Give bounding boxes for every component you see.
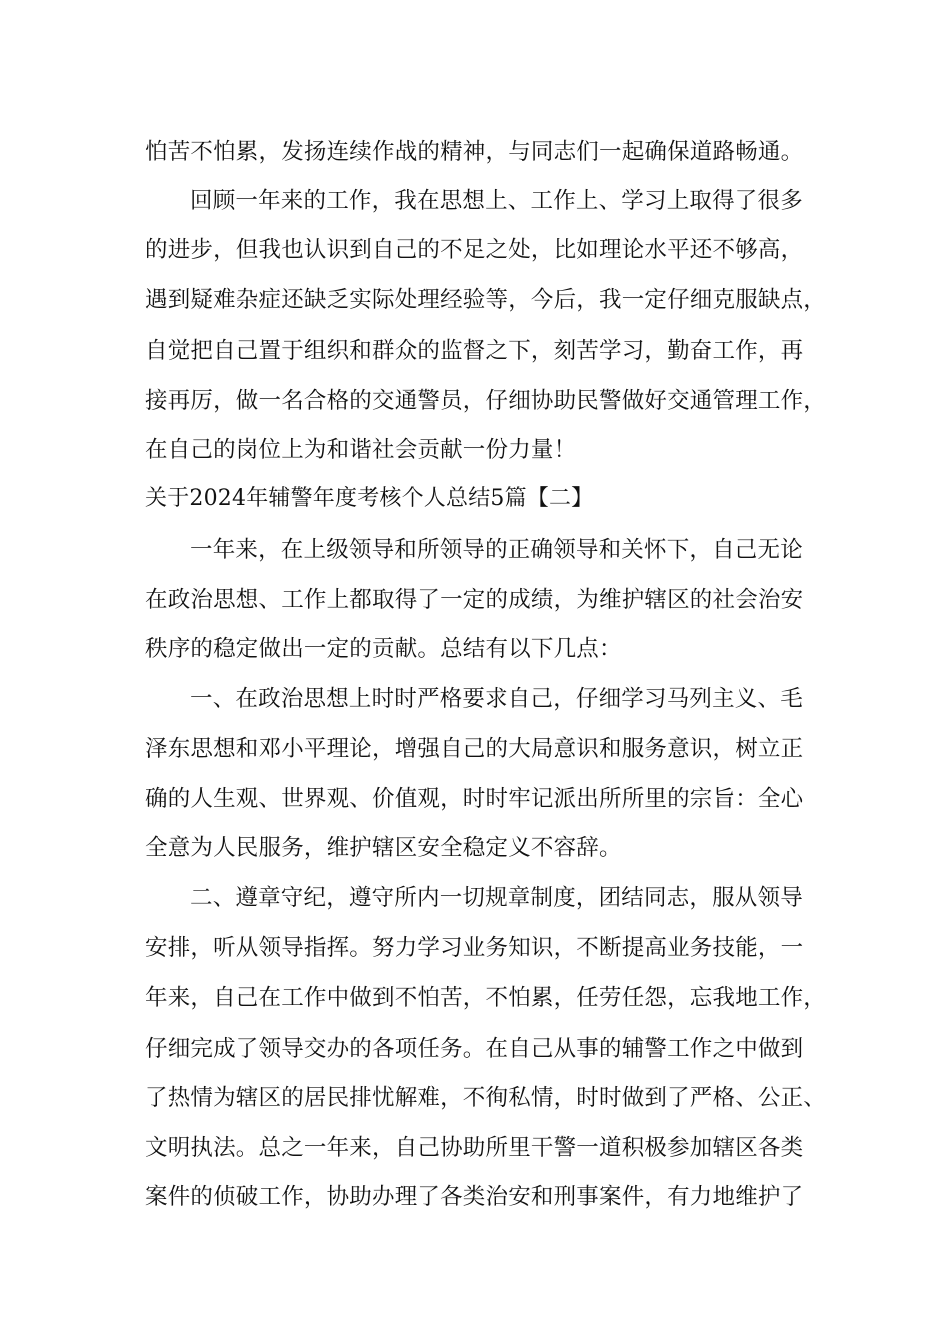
paragraph-line: 接再厉，做一名合格的交通警员，仔细协助民警做好交通管理工作， (145, 388, 827, 414)
paragraph-line: 在政治思想、工作上都取得了一定的成绩，为维护辖区的社会治安 (145, 587, 804, 613)
paragraph-line: 案件的侦破工作，协助办理了各类治安和刑事案件，有力地维护了 (145, 1184, 804, 1210)
paragraph-line: 了热情为辖区的居民排忧解难，不徇私情，时时做到了严格、公正、 (145, 1085, 827, 1111)
paragraph-line: 回顾一年来的工作，我在思想上、工作上、学习上取得了很多 (190, 188, 803, 214)
paragraph-line: 遇到疑难杂症还缺乏实际处理经验等，今后，我一定仔细克服缺点， (145, 287, 827, 313)
paragraph-line: 确的人生观、世界观、价值观，时时牢记派出所所里的宗旨：全心 (145, 786, 804, 812)
paragraph-line: 年来，自己在工作中做到不怕苦，不怕累，任劳任怨，忘我地工作， (145, 985, 827, 1011)
paragraph-line: 全意为人民服务，维护辖区安全稳定义不容辞。 (145, 835, 622, 861)
paragraph-line: 怕苦不怕累，发扬连续作战的精神，与同志们一起确保道路畅通。 (145, 139, 804, 165)
paragraph-line: 仔细完成了领导交办的各项任务。在自己从事的辅警工作之中做到 (145, 1036, 804, 1062)
paragraph-line: 在自己的岗位上为和谐社会贡献一份力量！ (145, 437, 577, 463)
paragraph-line: 一年来，在上级领导和所领导的正确领导和关怀下，自己无论 (190, 537, 803, 563)
paragraph-line: 自觉把自己置于组织和群众的监督之下，刻苦学习，勤奋工作，再 (145, 338, 804, 364)
paragraph-line: 文明执法。总之一年来，自己协助所里干警一道积极参加辖区各类 (145, 1135, 804, 1161)
paragraph-line: 泽东思想和邓小平理论，增强自己的大局意识和服务意识，树立正 (145, 736, 804, 762)
paragraph-line: 一、在政治思想上时时严格要求自己，仔细学习马列主义、毛 (190, 686, 803, 712)
paragraph-line: 安排，听从领导指挥。努力学习业务知识，不断提高业务技能，一 (145, 935, 804, 961)
paragraph-line: 的进步，但我也认识到自己的不足之处，比如理论水平还不够高， (145, 237, 804, 263)
paragraph-line: 二、遵章守纪，遵守所内一切规章制度，团结同志，服从领导 (190, 885, 803, 911)
section-heading: 关于2024年辅警年度考核个人总结5篇【二】 (145, 486, 594, 511)
paragraph-line: 秩序的稳定做出一定的贡献。总结有以下几点： (145, 636, 622, 662)
